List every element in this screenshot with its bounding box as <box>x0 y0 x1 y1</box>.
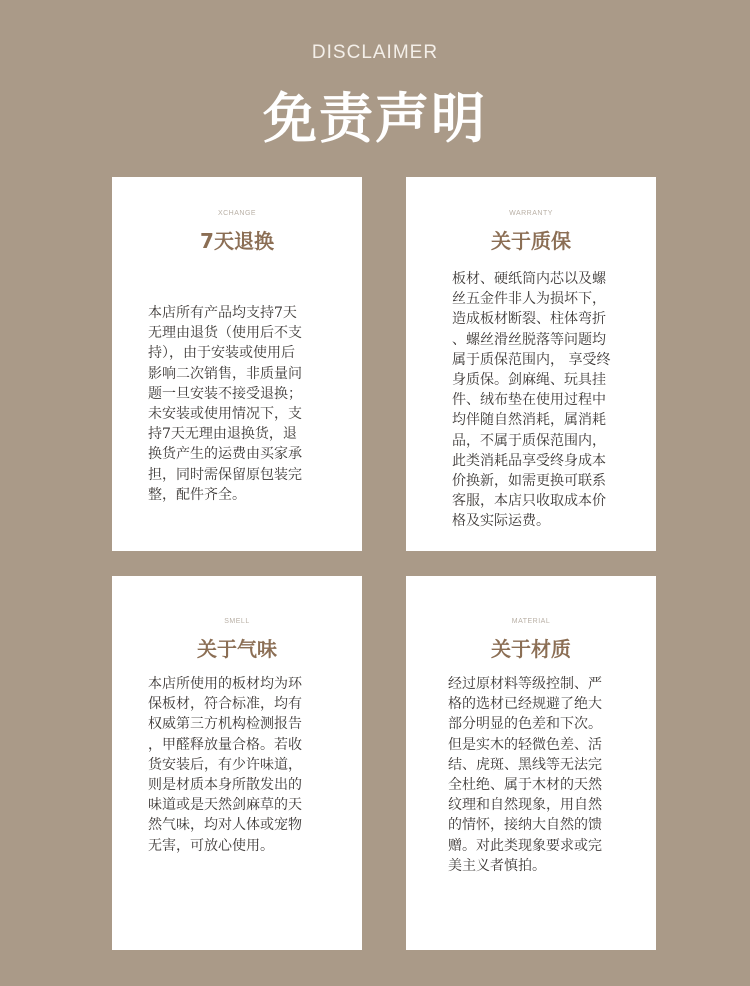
card-eng-label: MATERIAL <box>511 618 551 625</box>
card-eng-label: SMELL <box>224 618 250 625</box>
card-warranty <box>406 177 656 551</box>
page-title: 免责声明 <box>263 87 487 150</box>
card-smell <box>112 576 362 950</box>
card-body-text: 本店所使用的板材均为环 保板材，符合标准，均有 权威第三方机构检测报告 ，甲醛释放量合格。若收 货安装后，有少许味道， 则是材质本身所散发出的 味道或是天然剑麻草的天 然气味，均对人体或宠物 无害，可放心使用。 <box>148 676 302 854</box>
card-eng-label: WARRANTY <box>509 210 553 217</box>
card-heading: 关于气味 <box>197 637 277 661</box>
card-material <box>406 576 656 950</box>
card-heading: 7天退换 <box>200 229 274 253</box>
card-body-text: 板材、硬纸筒内芯以及螺 丝五金件非人为损坏下， 造成板材断裂、柱体弯折 、螺丝滑丝脱落等问题均 属于质保范围内， 享受终 身质保。剑麻绳、玩具挂 件、绒布垫在使用过程中 均伴随自然消耗，属消耗 品，不属于质保范围内， 此类消耗品享受终身成本 价换新，如需更换可联系 客服，本店只收取成本价 格及实际运费。 <box>452 271 611 530</box>
header-eyebrow: DISCLAIMER <box>311 42 439 63</box>
card-body-text: 本店所有产品均支持7天 无理由退货（使用后不支 持），由于安装或使用后 影响二次销售，非质量问 题一旦安装不接受退换； 未安装或使用情况下，支 持7天无理由退换货，退 换货产生的运费由买家承 担，同时需保留原包装完 整，配件齐全。 <box>148 305 302 503</box>
card-heading: 关于材质 <box>491 637 571 661</box>
card-exchange <box>112 177 362 551</box>
card-heading: 关于质保 <box>491 229 571 253</box>
card-body-text: 经过原材料等级控制、严 格的选材已经规避了绝大 部分明显的色差和下次。 但是实木的轻微色差、活 结、虎斑、黑线等无法完 全杜绝、属于木材的天然 纹理和自然现象，用自然 的情怀，接纳大自然的馈 赠。对此类现象要求或完 美主义者慎拍。 <box>448 676 602 874</box>
card-eng-label: XCHANGE <box>217 210 257 217</box>
